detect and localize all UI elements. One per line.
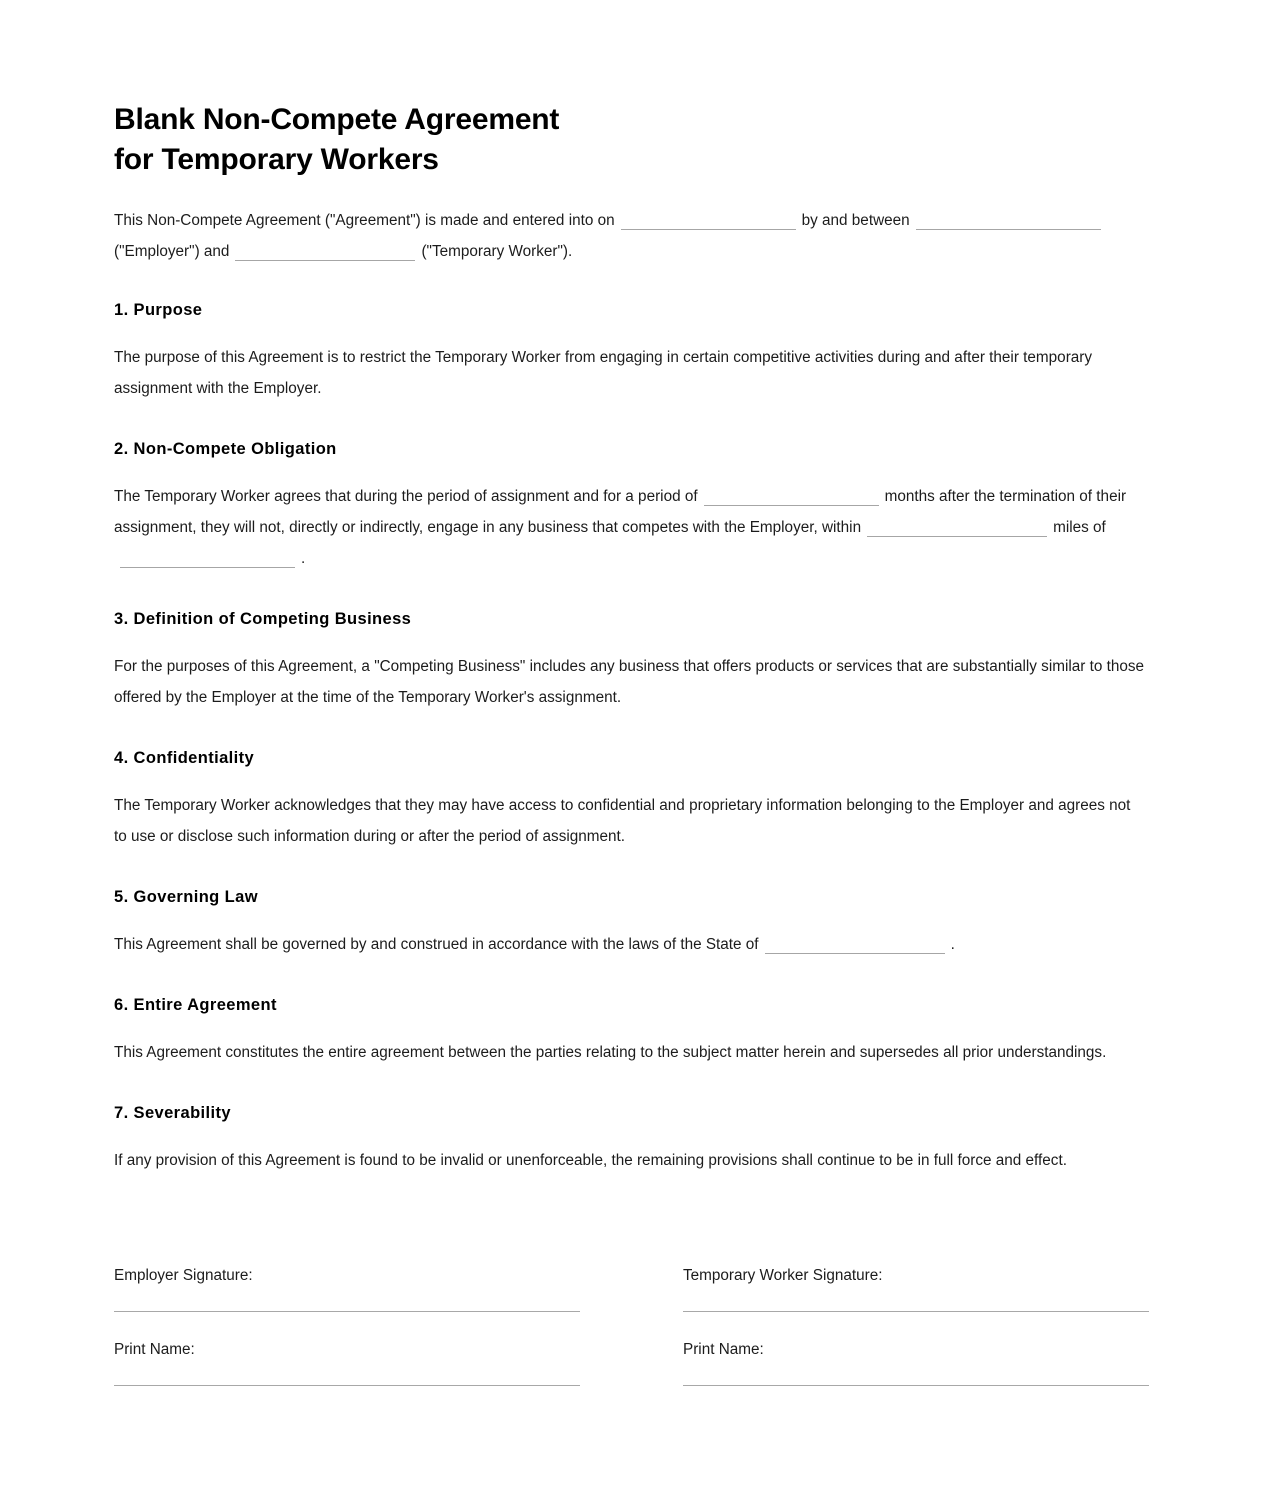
- intro-paragraph: [114, 205, 1145, 267]
- section-body-non-compete-obligation: [114, 481, 1145, 574]
- blank-governing-state[interactable]: [765, 935, 945, 954]
- section-body-severability: If any provision of this Agreement is found to be invalid or unenforceable, the remaining provisions shall continue to be in full force and effect.: [114, 1152, 1067, 1170]
- page-title: [114, 100, 1145, 179]
- section-body-definition-competing-business: For the purposes of this Agreement, a "Competing Business" includes any business that offers products or services that are substantially similar to those offered by the Employer at the time of the Temporary Worker's assignment.: [114, 658, 1145, 707]
- section-heading-severability: 7. Severability: [114, 1104, 231, 1123]
- signature-column-employer: [114, 1268, 580, 1386]
- obligation-text-part-4: .: [301, 550, 306, 568]
- governing-law-text-part-1: This Agreement shall be governed by and construed in accordance with the laws of the State of: [114, 936, 759, 954]
- worker-print-name-label: Print Name:: [683, 1341, 764, 1358]
- signature-column-temporary-worker: [683, 1268, 1149, 1386]
- blank-agreement-date[interactable]: [621, 211, 796, 230]
- section-body-entire-agreement: This Agreement constitutes the entire agreement between the parties relating to the subject matter herein and supersedes all prior understandings.: [114, 1044, 1107, 1062]
- blank-restriction-months[interactable]: [704, 487, 879, 506]
- blank-employer-name[interactable]: [916, 211, 1101, 230]
- section-heading-entire-agreement: 6. Entire Agreement: [114, 996, 277, 1015]
- section-heading-confidentiality: 4. Confidentiality: [114, 749, 255, 768]
- title-line-1: Blank Non-Compete Agreement: [114, 103, 560, 136]
- section-heading-governing-law: 5. Governing Law: [114, 888, 258, 907]
- employer-print-name-line[interactable]: [114, 1385, 580, 1386]
- intro-text-part-1: This Non-Compete Agreement ("Agreement") is made and entered into on: [114, 212, 615, 230]
- section-heading-purpose: 1. Purpose: [114, 301, 203, 320]
- section-body-confidentiality: The Temporary Worker acknowledges that they may have access to confidential and proprietary information belonging to the Employer and agrees not to use or disclose such information during or after the period of assignment.: [114, 797, 1131, 846]
- obligation-text-part-3: miles of: [1053, 519, 1106, 537]
- intro-text-part-2: by and between: [801, 212, 910, 230]
- obligation-text-part-2: months after the termination of their assignment, they will not, directly or indirectly, engage in any business that competes with the Employer, within: [114, 488, 1127, 537]
- governing-law-text-part-2: .: [950, 936, 955, 954]
- blank-restriction-radius[interactable]: [867, 518, 1047, 537]
- section-body-governing-law: [114, 929, 1145, 960]
- employer-print-name-label: Print Name:: [114, 1341, 195, 1358]
- obligation-text-part-1: The Temporary Worker agrees that during the period of assignment and for a period of: [114, 488, 698, 506]
- signature-block: [114, 1268, 1145, 1386]
- intro-text-part-4: ("Temporary Worker").: [421, 243, 573, 261]
- blank-restriction-location[interactable]: [120, 549, 295, 568]
- worker-print-name-line[interactable]: [683, 1385, 1149, 1386]
- section-heading-definition-competing-business: 3. Definition of Competing Business: [114, 610, 412, 629]
- section-body-purpose: The purpose of this Agreement is to restrict the Temporary Worker from engaging in certain competitive activities during and after their temporary assignment with the Employer.: [114, 349, 1093, 398]
- worker-signature-line[interactable]: [683, 1311, 1149, 1312]
- blank-temporary-worker-name[interactable]: [235, 242, 415, 261]
- title-line-2: for Temporary Workers: [114, 142, 439, 176]
- intro-text-part-3: ("Employer") and: [114, 243, 230, 261]
- employer-signature-line[interactable]: [114, 1311, 580, 1312]
- employer-signature-label: Employer Signature:: [114, 1267, 253, 1285]
- section-heading-non-compete-obligation: 2. Non-Compete Obligation: [114, 440, 337, 459]
- worker-signature-label: Temporary Worker Signature:: [683, 1267, 883, 1285]
